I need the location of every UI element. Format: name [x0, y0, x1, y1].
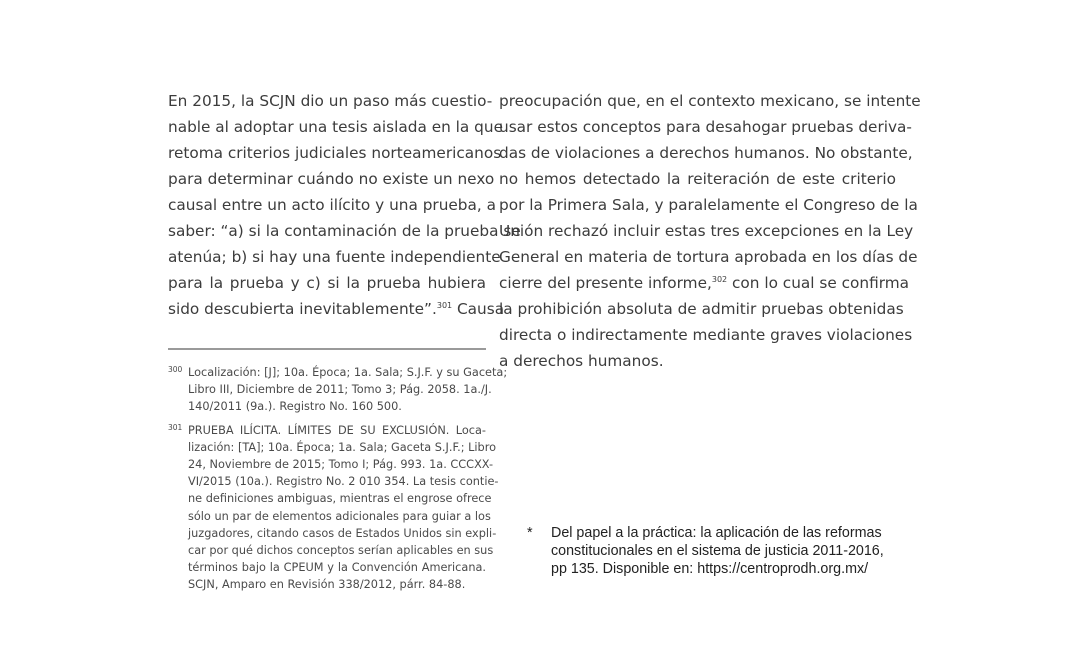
source-note-text — [551, 524, 911, 578]
footnote-line: car por qué dichos conceptos serían aplicables en sus — [188, 543, 494, 557]
body-line: En 2015, la SCJN dio un paso más cuestio- — [168, 92, 493, 110]
footnote-line: lización: [TA]; 10a. Época; 1a. Sala; Gaceta S.J.F.; Libro — [188, 440, 497, 454]
footnotes — [168, 364, 508, 599]
body-line: General en materia de tortura aprobada en los días de — [499, 248, 918, 266]
footnote-301 — [168, 422, 499, 594]
footnote-ref-301: 301 — [436, 301, 453, 310]
footnote-divider — [168, 348, 486, 350]
body-line: nable al adoptar una tesis aislada en la que — [168, 118, 503, 136]
body-line: atenúa; b) si hay una fuente independiente — [168, 248, 501, 266]
footnote-line: PRUEBA ILÍCITA. LÍMITES DE SU EXCLUSIÓN. Loca- — [188, 423, 486, 437]
body-line: retoma criterios judiciales norteamericanos — [168, 144, 502, 162]
footnote-line: juzgadores, citando casos de Estados Unidos sin expli- — [188, 526, 497, 540]
footnote-line: 140/2011 (9a.). Registro No. 160 500. — [188, 400, 402, 414]
footnote-line: términos bajo la CPEUM y la Convención Americana. — [188, 561, 486, 575]
body-line-with-footnote-ref — [168, 296, 505, 322]
source-note-line: pp 135. Disponible en: https://centroprodh.org.mx/ — [551, 561, 869, 577]
body-line: para determinar cuándo no existe un nexo — [168, 170, 495, 188]
footnote-300 — [168, 364, 508, 416]
body-line: preocupación que, en el contexto mexicano, se intente — [499, 92, 921, 110]
body-line: directa o indirectamente mediante graves violaciones — [499, 326, 913, 344]
body-text: cierre del presente informe, — [499, 274, 712, 292]
left-column — [168, 88, 521, 322]
footnote-line: 24, Noviembre de 2015; Tomo I; Pág. 993. 1a. CCCXX- — [188, 457, 494, 471]
footnote-number: 301 — [168, 422, 183, 432]
body-line-with-footnote-ref — [499, 270, 910, 296]
asterisk-marker: * — [527, 525, 533, 541]
body-text: sido descubierta inevitablemente”. — [168, 300, 437, 318]
footnote-line: SCJN, Amparo en Revisión 338/2012, párr. 84-88. — [188, 578, 466, 592]
footnote-line: Libro III, Diciembre de 2011; Tomo 3; Pág. 2058. 1a./J. — [188, 383, 492, 397]
body-line: a derechos humanos. — [499, 352, 664, 370]
body-line: la prohibición absoluta de admitir pruebas obtenidas — [499, 300, 904, 318]
footnote-number: 300 — [168, 365, 183, 374]
footnote-line: Localización: [J]; 10a. Época; 1a. Sala; S.J.F. y su Gaceta; — [188, 366, 508, 379]
body-line: das de violaciones a derechos humanos. No obstante, — [499, 144, 913, 162]
body-text: con lo cual se confirma — [727, 274, 910, 292]
footnote-line: sólo un par de elementos adicionales para guiar a los — [188, 509, 491, 523]
source-note-line: constitucionales en el sistema de justicia 2011-2016, — [551, 543, 884, 559]
body-line: por la Primera Sala, y paralelamente el Congreso de la — [499, 196, 918, 214]
right-column — [499, 88, 921, 374]
body-line: no hemos detectado la reiteración de este criterio — [499, 170, 896, 188]
body-line: usar estos conceptos para desahogar pruebas deriva- — [499, 118, 912, 136]
footnote-line: VI/2015 (10a.). Registro No. 2 010 354. La tesis contie- — [188, 475, 499, 489]
body-line: saber: “a) si la contaminación de la prueba se — [168, 222, 521, 240]
body-line: Unión rechazó incluir estas tres excepciones en la Ley — [499, 222, 914, 240]
footnote-line: ne definiciones ambiguas, mientras el engrose ofrece — [188, 492, 492, 506]
footnote-ref-302: 302 — [711, 275, 728, 284]
body-line: causal entre un acto ilícito y una prueba, a — [168, 196, 496, 214]
body-line: para la prueba y c) si la prueba hubiera — [168, 274, 486, 292]
body-text: Causa — [452, 300, 505, 318]
source-note-line: Del papel a la práctica: la aplicación de las reformas — [551, 525, 882, 541]
